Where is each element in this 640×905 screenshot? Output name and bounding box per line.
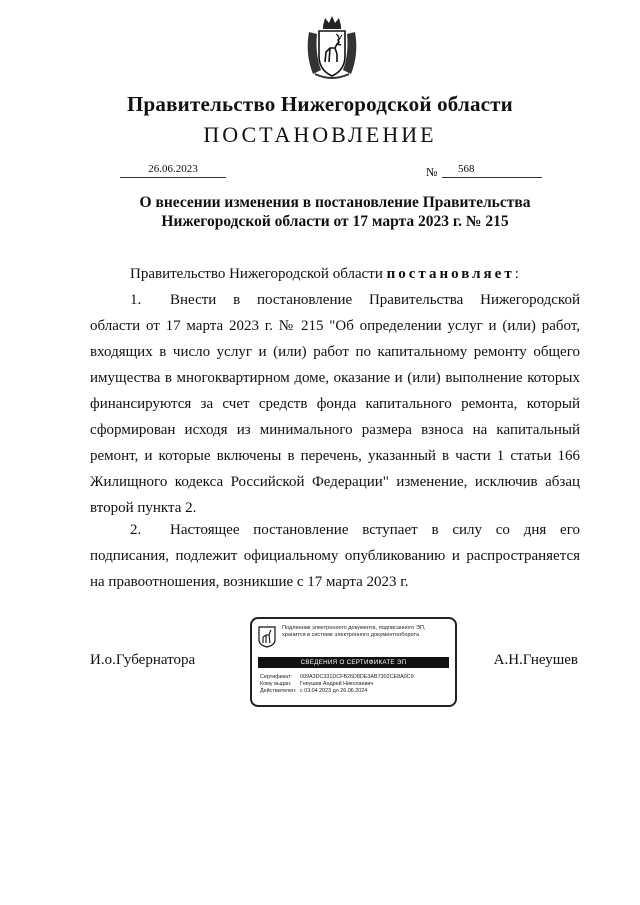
e-signature-certificate-stamp [250,617,457,707]
document-subject [90,193,580,231]
signatory-position: И.о.Губернатора [90,652,196,668]
certificate-owner-value: Гнеушев Андрей Николаевич [300,681,374,687]
paragraph-2-text: Настоящее постановление вступает в силу со дня его подписания, подлежит официальному опубликованию и распространяется на правоотношения, возникшие с 17 марта 2023 г. [90,522,580,590]
deer-emblem-icon [258,626,276,648]
paragraph-2 [90,517,580,595]
certificate-details [260,674,414,695]
certificate-validity-value: с 03.04.2023 до 26.06.2024 [300,688,368,694]
number-sign: № [426,165,438,179]
signatory-name: А.Н.Гнеушев [493,652,578,668]
intro-decree-word: постановляет [386,266,515,282]
document-type: ПОСТАНОВЛЕНИЕ [203,122,437,147]
intro-colon: : [514,266,519,282]
document-date: 26.06.2023 [120,163,226,178]
certificate-serial-value: 009A3DC331DCFB26D8DE3AB7302CE8A0C9 [300,674,414,680]
paragraph-2-number: 2. [130,522,142,538]
certificate-validity-label: Действителен: [260,688,297,694]
certificate-row-serial [260,674,414,681]
intro-text: Правительство Нижегородской области [130,266,387,282]
certificate-row-validity [260,688,414,695]
subject-line-1: О внесении изменения в постановление Правительства [139,194,531,211]
certificate-row-owner [260,681,414,688]
document-number: 568 [442,163,542,178]
certificate-header [282,625,450,639]
subject-line-2: Нижегородской области от 17 марта 2023 г. № 215 [161,213,509,230]
certificate-serial-label: Сертификат: [260,674,293,680]
paragraph-1 [90,287,580,521]
organization-title: Правительство Нижегородской области [127,92,513,116]
certificate-title-bar: СВЕДЕНИЯ О СЕРТИФИКАТЕ ЭП [258,657,449,668]
intro-paragraph [90,261,580,287]
certificate-owner-label: Кому выдан: [260,681,292,687]
coat-of-arms-icon [301,14,363,80]
certificate-header-line-1: Подлинник электронного документа, подписанного ЭП, [282,625,426,631]
paragraph-1-text: Внести в постановление Правительства Нижегородской области от 17 марта 2023 г. № 215 "Об определении услуг и (или) работ, входящих в число услуг и (или) работ по капитальному ремонту общего имущества в многоквартирном доме, оказание и (или) выполнение которых финансируются за счет средств фонда капитального ремонта, который сформирован исходя из минимального размера взноса на капитальный ремонт, и которые включены в перечень, указанный в части 1 статьи 166 Жилищного кодекса Российской Федерации" изменение, исключив абзац второй пункта 2. [90,292,580,516]
paragraph-1-number: 1. [130,292,142,308]
certificate-header-line-2: хранится в системе электронного документооборота [282,632,420,638]
